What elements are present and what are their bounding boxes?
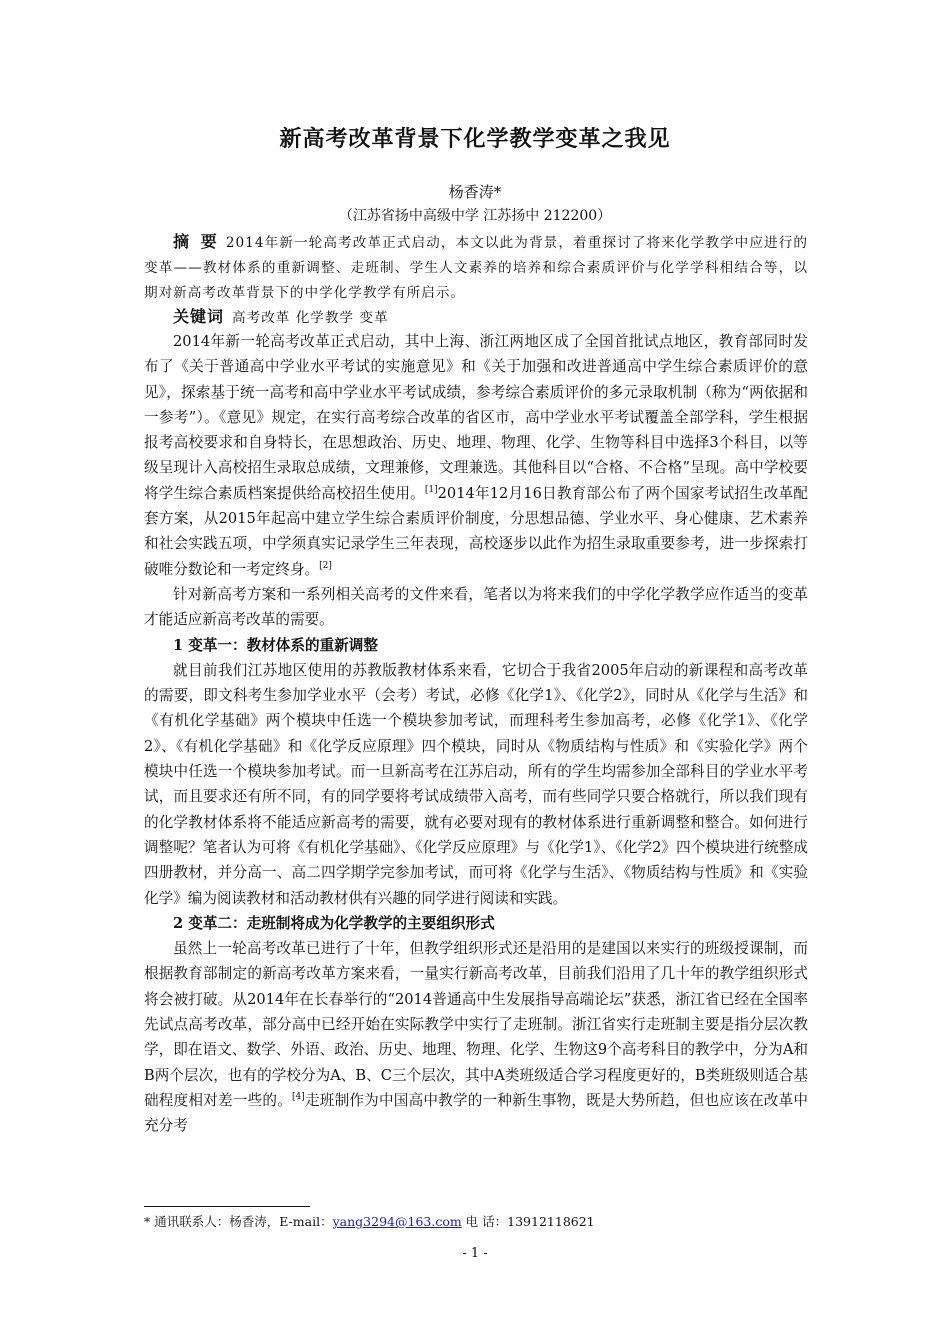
footnote-phone: 电 话：13912118621 (461, 1214, 595, 1229)
section-heading-2: 2 变革二：走班制将成为化学教学的主要组织形式 (173, 914, 495, 932)
paragraph (144, 329, 808, 582)
paragraph-text: 2014年12月16日教育部公布了两个国家考试招生改革配套方案，从2015年起高中建立学生综合素质评价制度，分思想品德、学业水平、身心健康、艺术素养和社会实践五项，中学须真实记录学生三年表现，高校逐步以此作为招生录取重要参考，进一步探索打破唯分数论和一考定终身。 (144, 484, 808, 578)
footnote-contact: * 通讯联系人：杨香涛，E-mail： (144, 1214, 333, 1229)
keywords-text: 高考改革 化学教学 变革 (232, 310, 389, 326)
citation-ref: [4] (292, 1092, 305, 1103)
paragraph-text: 虽然上一轮高考改革已进行了十年，但教学组织形式还是沿用的是建国以来实行的班级授课制，而根据教育部制定的新高考改革方案来看，一量实行新高考改革，目前我们沿用了几十年的教学组织形式将会被打破。从2014年在长春举行的“2014普通高中生发展指导高端论坛”获悉，浙江省已经在全国率先试点高考改革，部分高中已经开始在实际教学中实行了走班制。浙江省实行走班制主要是指分层次教学，即在语文、数学、外语、政治、历史、地理、物理、化学、生物这9个高考科目的教学中，分为A和B两个层次，也有的学校分为A、B、C三个层次，其中A类班级适合学习程度更好的，B类班级则适合基础程度相对差一些的。 (144, 940, 808, 1109)
paragraph: 针对新高考方案和一系列相关高考的文件来看，笔者以为将来我们的中学化学教学应作适当的变革才能适应新高考改革的需要。 (144, 585, 808, 629)
body-text (144, 329, 808, 1139)
abstract (144, 229, 808, 306)
footnote (144, 1212, 595, 1230)
author-name: 杨香涛* (448, 183, 502, 201)
citation-ref: [1] (424, 484, 438, 495)
paragraph (144, 936, 808, 1138)
paper-title: 新高考改革背景下化学教学变革之我见 (279, 126, 671, 152)
keywords-label: 关键词 (173, 307, 225, 326)
citation-ref: [2] (319, 560, 332, 571)
abstract-label: 摘 要 (173, 232, 220, 251)
page-number: - 1 - (462, 1246, 488, 1261)
author-affiliation: （江苏省扬中高级中学 江苏扬中 212200） (338, 208, 612, 224)
section-heading-1: 1 变革一：教材体系的重新调整 (173, 636, 378, 654)
paragraph: 就目前我们江苏地区使用的苏教版教材体系来看，它切合于我省2005年启动的新课程和高考改革的需要，即文科考生参加学业水平（会考）考试，必修《化学1》、《化学2》，同时从《化学与生活》和《有机化学基础》两个模块中任选一个模块参加考试，而理科考生参加高考，必修《化学1》、《化学2》、《有机化学基础》和《化学反应原理》四个模块，同时从《物质结构与性质》和《实验化学》两个模块中任选一个模块参加考试。而一旦新高考在江苏启动，所有的学生均需参加全部科目的学业水平考试，而且要求还有所不同，有的同学要将考试成绩带入高考，而有些同学只要合格就行，所以我们现有的化学教材体系将不能适应新高考的需要，就有必要对现有的教材体系进行重新调整和整合。如何进行调整呢？笔者认为可将《有机化学基础》、《化学反应原理》与《化学1》、《化学2》四个模块进行统整成四册教材，并分高一、高二四学期学完参加考试，而可将《化学与生活》、《物质结构与性质》和《实验化学》编为阅读教材和活动教材供有兴趣的同学进行阅读和实践。 (144, 661, 808, 907)
paragraph-text: 走班制作为中国高中教学的一种新生事物，既是大势所趋，但也应该在改革中充分考 (144, 1091, 808, 1135)
footnote-divider (144, 1206, 310, 1207)
paragraph-text: 2014年新一轮高考改革正式启动，其中上海、浙江两地区成了全国首批试点地区，教育部同时发布了《关于普通高中学业水平考试的实施意见》和《关于加强和改进普通高中学生综合素质评价的意见》，探索基于统一高考和高中学业水平考试成绩，参考综合素质评价的多元录取机制（称为“两依据和一参考”）。《意见》规定，在实行高考综合改革的省区市，高中学业水平考试覆盖全部学科，学生根据报考高校要求和自身特长，在思想政治、历史、地理、物理、化学、生物等科目中选择3个科目，以等级呈现计入高校招生录取总成绩，文理兼修，文理兼选。其他科目以“合格、不合格”呈现。高中学校要将学生综合素质档案提供给高校招生使用。 (144, 333, 808, 502)
abstract-text: 2014年新一轮高考改革正式启动，本文以此为背景，着重探讨了将来化学教学中应进行的变革——教材体系的重新调整、走班制、学生人文素养的培养和综合素质评价与化学学科相结合等，以期对新高考改革背景下的中学化学教学有所启示。 (144, 235, 809, 301)
email-link[interactable]: yang3294@163.com (332, 1214, 462, 1229)
keywords (144, 304, 808, 331)
